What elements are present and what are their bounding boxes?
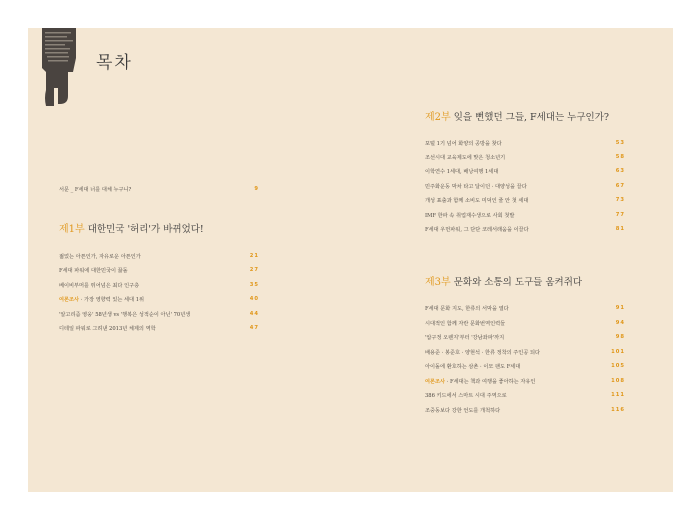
survey-badge: 여론조사	[59, 297, 80, 303]
entry-title: 조중동보다 강한 언도를 개척하다	[425, 408, 501, 414]
entry-page: 53	[615, 140, 625, 146]
part-heading-1	[59, 220, 259, 235]
part-heading-2	[425, 108, 625, 123]
entry-page: 9	[254, 186, 259, 192]
toc-entry[interactable]	[425, 392, 625, 403]
toc-entry[interactable]	[59, 282, 259, 293]
part-number: 제2부	[425, 112, 451, 123]
entry-title: · 가장 영향력 있는 세대 1위	[79, 297, 145, 303]
entry-title: 젊었는 아픈인가, 자유로운 아픈인가	[59, 254, 141, 260]
entry-page: 116	[611, 407, 625, 413]
entry-page: 111	[611, 392, 625, 398]
toc-entry[interactable]	[425, 212, 625, 223]
part-number: 제1부	[59, 224, 85, 235]
entry-title: F세대 문화 지도, 한류의 서막을 열다	[425, 306, 509, 312]
entry-title: 민주화운동 막차 타고 달이던 · 대양성을 끌다	[425, 184, 527, 190]
toc-entry[interactable]	[59, 311, 259, 322]
entry-page: 77	[615, 212, 625, 218]
figure-silhouette-icon	[36, 28, 84, 108]
entry-title: 386 키드에서 스마트 시대 주역으로	[425, 393, 507, 399]
toc-entry[interactable]	[425, 183, 625, 194]
entry-title: 이학연수 1세대, 배낭여행 1세대	[425, 169, 499, 175]
entry-page: 94	[615, 320, 625, 326]
entry-title: 개성 표출과 함께 소비도 미덕인 줄 안 첫 세대	[425, 198, 529, 204]
toc-entry[interactable]	[59, 253, 259, 264]
part-title: 문화와 소통의 도구들 움켜쥐다	[453, 277, 583, 288]
toc-entry[interactable]	[425, 305, 625, 316]
entry-page: 58	[615, 154, 625, 160]
toc-entry[interactable]	[425, 140, 625, 151]
part-title: 잊을 뻔했던 그들, F세대는 누구인가?	[453, 112, 609, 123]
entry-page: 101	[611, 349, 625, 355]
book-page	[28, 28, 673, 492]
entry-title: 베이비부머를 뛰어넘은 최다 인구층	[59, 283, 140, 289]
toc-entry[interactable]	[425, 320, 625, 331]
entry-title: '압구정 오렌지'부터 '강남좌파'까지	[425, 335, 505, 341]
toc-entry[interactable]	[425, 197, 625, 208]
part-heading-3	[425, 273, 625, 288]
entry-page: 108	[611, 378, 625, 384]
toc-entry-intro[interactable]	[59, 186, 259, 197]
entry-title: 포털 1기 넘어 화양의 공방을 찾다	[425, 141, 502, 147]
entry-title: 서문 _ F세대 너를 대체 누구니?	[59, 187, 132, 193]
entry-page: 44	[249, 311, 259, 317]
entry-page: 73	[615, 197, 625, 203]
entry-title: 조선시대 교육제도에 맞은 청소년기	[425, 155, 506, 161]
entry-title: 디테일 파워로 그려낸 2013년 체제의 역학	[59, 326, 156, 332]
entry-title: '알고리즘 영웅' 58년생 vs '행복은 성적순이 아닌' 70년생	[59, 312, 191, 318]
entry-page: 63	[615, 168, 625, 174]
toc-entry[interactable]	[59, 296, 259, 307]
survey-badge: 여론조사	[425, 379, 446, 385]
entry-page: 98	[615, 334, 625, 340]
entry-title: · F세대는 책과 여행을 좋아하는 자유인	[445, 379, 536, 385]
part-number: 제3부	[425, 277, 451, 288]
entry-page: 81	[615, 226, 625, 232]
toc-entry[interactable]	[425, 378, 625, 389]
part-title: 대한민국 '허리'가 바뀌었다!	[87, 224, 204, 235]
entry-page: 47	[249, 325, 259, 331]
toc-entry[interactable]	[425, 349, 625, 360]
toc-entry[interactable]	[425, 226, 625, 237]
entry-title: 시대적인 함께 자란 문화번역인력들	[425, 321, 506, 327]
entry-title: 배용준 · 봉준호 · 양현석 · 한류 정착의 주인공 되다	[425, 350, 540, 356]
toc-entry[interactable]	[59, 267, 259, 278]
entry-title: 아이돌에 환호하는 삼촌 · 이모 팬도 F세대	[425, 364, 521, 370]
page-title: 목차	[96, 53, 133, 73]
toc-entry[interactable]	[425, 154, 625, 165]
entry-page: 91	[615, 305, 625, 311]
toc-entry[interactable]	[59, 325, 259, 336]
toc-entry[interactable]	[425, 407, 625, 418]
entry-page: 40	[249, 296, 259, 302]
entry-page: 105	[611, 363, 625, 369]
entry-title: F세대 우먼파워, 그 단단 코레서래움을 이끌다	[425, 227, 529, 233]
toc-entry[interactable]	[425, 168, 625, 179]
entry-title: IMF 한파 속 취업재수생으로 사회 첫발	[425, 213, 515, 219]
entry-page: 67	[615, 183, 625, 189]
entry-page: 27	[249, 267, 259, 273]
toc-entry[interactable]	[425, 334, 625, 345]
toc-entry[interactable]	[425, 363, 625, 374]
entry-page: 35	[249, 282, 259, 288]
entry-title: F세대 파워에 대한민국이 끓돌	[59, 268, 128, 274]
entry-page: 21	[249, 253, 259, 259]
